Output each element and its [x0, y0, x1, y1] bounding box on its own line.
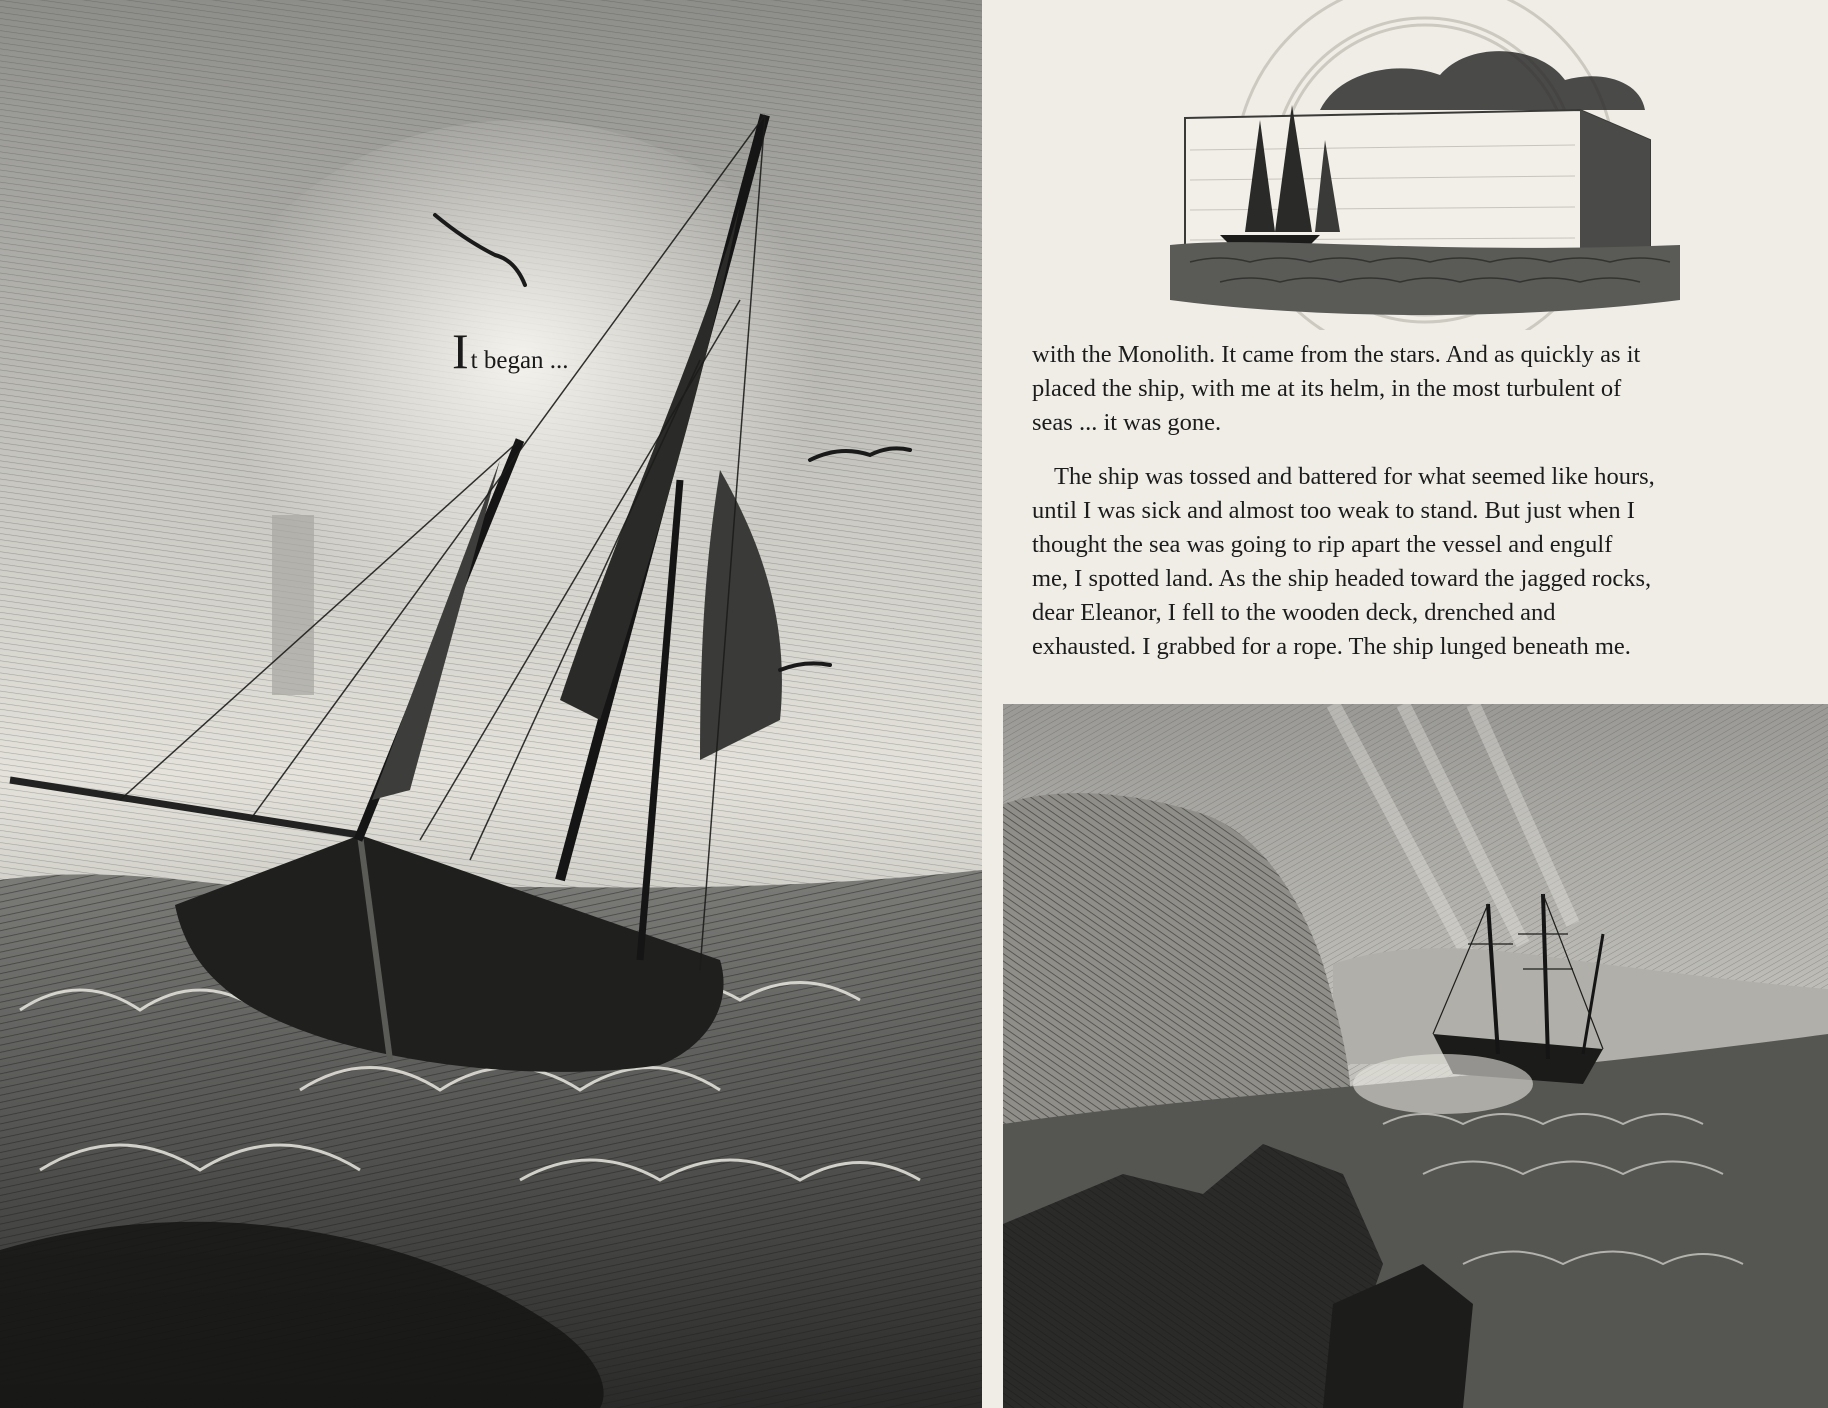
monolith-illustration	[1020, 0, 1828, 330]
opening-line	[452, 323, 569, 379]
shipwreck-illustration	[1003, 704, 1828, 1408]
narrative-text	[1032, 338, 1802, 664]
paragraph-1: with the Monolith. It came from the stars. And as quickly as it placed the ship, with me at its helm, in the most turbulent of seas ... it was gone.	[1032, 341, 1641, 436]
opening-text: t began ...	[470, 347, 569, 374]
drop-cap: I	[452, 323, 469, 379]
paragraph-2: The ship was tossed and battered for what seemed like hours, until I was sick and almost too weak to stand. But just when I thought the sea was going to rip apart the vessel and engulf me, I spotted land. As the ship headed toward the jagged rocks, dear Eleanor, I fell to the wooden deck, drenched and exhausted. I grabbed for a rope. The ship lunged beneath me.	[1032, 463, 1655, 660]
